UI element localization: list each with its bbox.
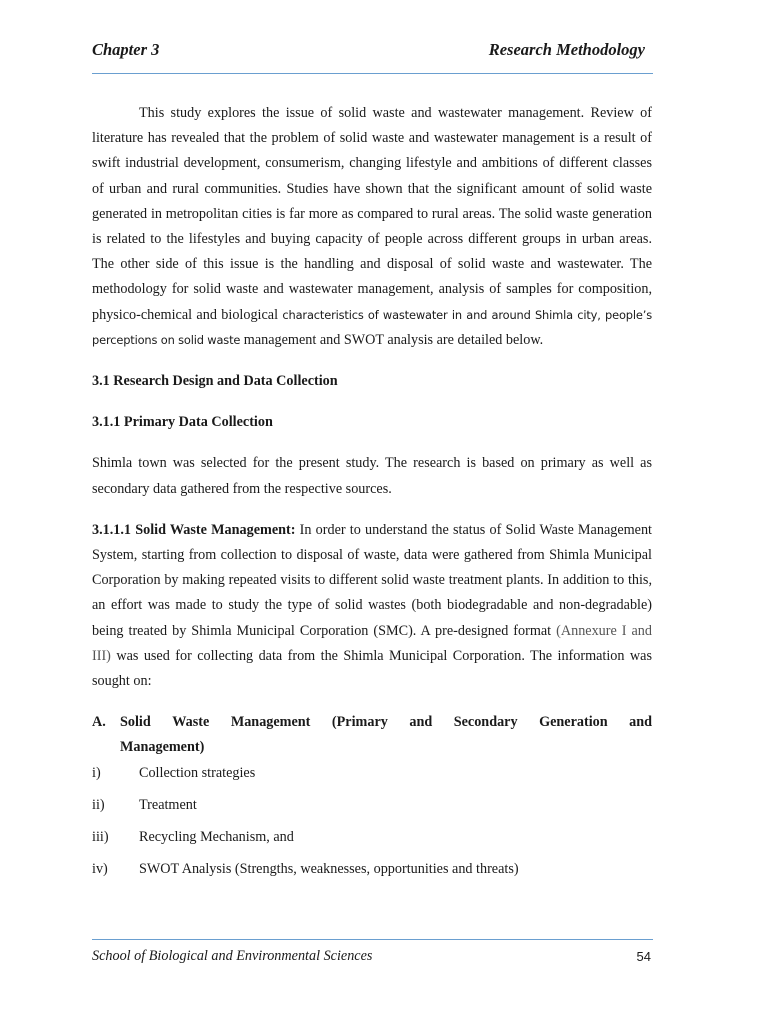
list-item-text: Recycling Mechanism, and — [139, 829, 294, 846]
list-item — [92, 761, 652, 786]
header-rule — [92, 73, 653, 74]
list-item — [92, 825, 652, 850]
solid-waste-text-2: was used for collecting data from the Shimla Municipal Corporation. The information was sought on: — [92, 647, 652, 690]
intro-text-part2: characteristics of wastewater in and around Shimla city, people’s perceptions on solid waste — [92, 307, 652, 347]
chapter-title: Research Methodology — [488, 40, 645, 59]
list-numeral: iii) — [92, 829, 109, 846]
page-number: 54 — [636, 949, 651, 964]
list-numeral: i) — [92, 764, 101, 781]
list-item-text: Treatment — [139, 796, 197, 813]
list-a-word: and — [409, 714, 433, 731]
list-a-word: Secondary — [453, 714, 518, 731]
footer-school: School of Biological and Environmental Sciences — [92, 948, 373, 964]
list-numeral: ii) — [92, 796, 105, 813]
list-a-second-line: Management) — [120, 739, 205, 756]
list-item-text: SWOT Analysis (Strengths, weaknesses, opportunities and threats) — [139, 861, 519, 878]
intro-paragraph — [92, 101, 652, 353]
list-a-word: and — [629, 714, 652, 731]
list-item-text: Collection strategies — [139, 764, 256, 781]
solid-waste-paragraph — [92, 518, 652, 694]
list-item — [92, 793, 652, 818]
list-a-word: Generation — [539, 714, 608, 731]
list-marker-a: A. — [92, 714, 106, 731]
intro-text-part3: management and SWOT analysis are detailed below. — [243, 331, 544, 348]
list-a-first-line — [120, 710, 652, 735]
list-numeral: iv) — [92, 861, 108, 878]
solid-waste-lead: 3.1.1.1 Solid Waste Management: — [92, 521, 296, 538]
page-header — [92, 40, 653, 64]
chapter-label: Chapter 3 — [92, 40, 160, 59]
list-item — [92, 857, 652, 882]
page-footer — [92, 948, 653, 970]
list-a-word: (Primary — [331, 714, 388, 731]
primary-data-paragraph: Shimla town was selected for the present study. The research is based on primary as well as secondary data gathered from the respective sources. — [92, 455, 652, 497]
solid-waste-text-1: In order to understand the status of Solid Waste Management System, starting from collection to disposal of waste, data were gathered from Shimla Municipal Corporation by making repeated visits to different solid waste treatment plants. In addition to this, an effort was made to study the type of solid wastes (both biodegradable and non-degradable) being treated by Shimla Municipal Corporation (SMC). A pre-designed format — [92, 521, 652, 639]
list-a-word: Waste — [172, 714, 210, 731]
list-a-word: Solid — [120, 714, 151, 731]
intro-text-part1: This study explores the issue of solid waste and wastewater management. Review of literature has revealed that the problem of solid waste and wastewater management is a result of swift industrial development, consumerism, changing lifestyle and ambitions of different classes of urban and rural communities. Studies have shown that the significant amount of solid waste generated in metropolitan cities is far more as compared to rural areas. The solid waste generation is related to the lifestyles and buying capacity of people across different groups in urban areas. The other side of this issue is the handling and disposal of solid waste and wastewater. The methodology for solid waste and wastewater management, analysis of samples for composition, physico-chemical and biological — [92, 105, 652, 323]
section-3-1-1-heading: 3.1.1 Primary Data Collection — [92, 414, 273, 431]
page-body — [92, 101, 652, 882]
list-a-word: Management — [230, 714, 311, 731]
annexure-reference: (Annexure I and III) — [92, 622, 652, 664]
footer-rule — [92, 939, 653, 940]
section-3-1-heading: 3.1 Research Design and Data Collection — [92, 373, 338, 390]
list-item-a — [92, 710, 652, 760]
